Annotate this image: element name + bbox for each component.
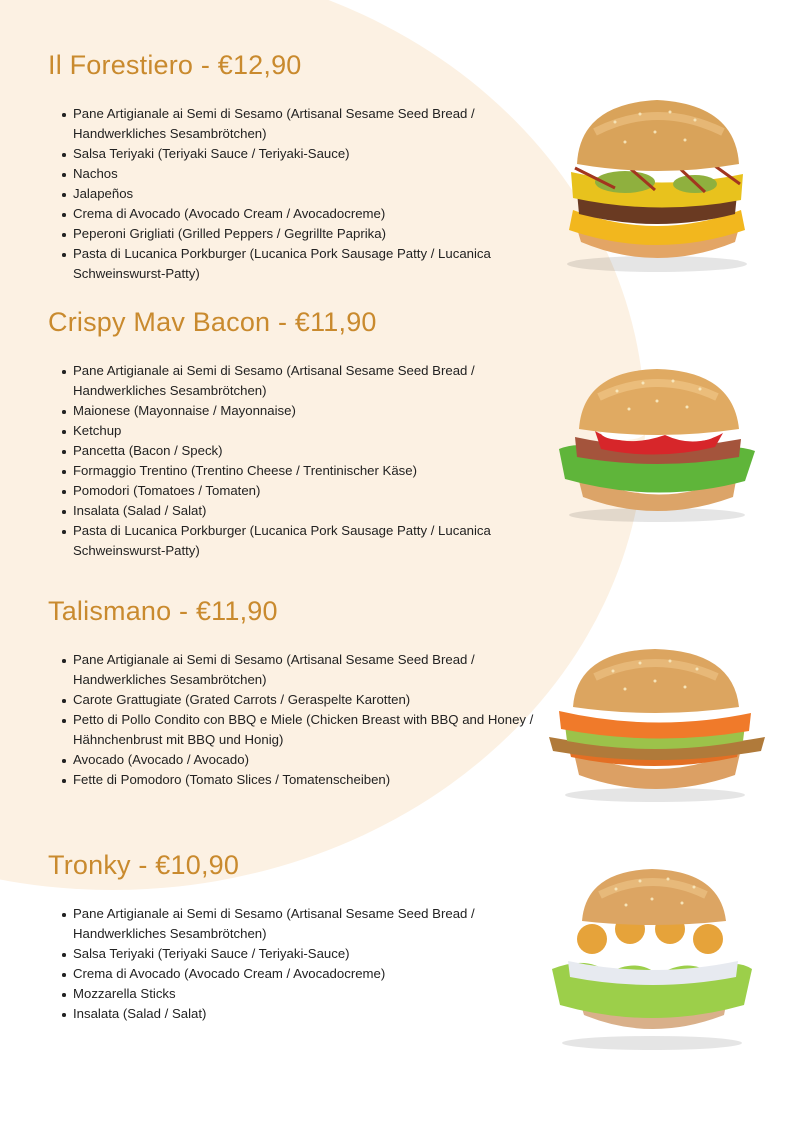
menu-item-talismano [48,596,548,790]
burger-title: Crispy Mav Bacon - €11,90 [48,307,377,337]
ingredient: Jalapeños [73,184,548,204]
ingredient: Crema di Avocado (Avocado Cream / Avocadocreme) [73,204,548,224]
ingredient: Pane Artigianale ai Semi di Sesamo (Artisanal Sesame Seed Bread / Handwerkliches Sesambrötchen) [73,361,548,401]
burger-image-tronky [548,865,756,1055]
burger-title: Talismano - €11,90 [48,596,278,626]
ingredient: Pane Artigianale ai Semi di Sesamo (Artisanal Sesame Seed Bread / Handwerkliches Sesambrötchen) [73,650,548,690]
ingredient: Maionese (Mayonnaise / Mayonnaise) [73,401,548,421]
ingredient: Formaggio Trentino (Trentino Cheese / Trentinischer Käse) [73,461,548,481]
menu-item-crispy-mav-bacon [48,307,548,561]
ingredient: Peperoni Grigliati (Grilled Peppers / Gegrillte Paprika) [73,224,548,244]
ingredient: Pancetta (Bacon / Speck) [73,441,548,461]
ingredient: Pane Artigianale ai Semi di Sesamo (Artisanal Sesame Seed Bread / Handwerkliches Sesambrötchen) [73,904,548,944]
ingredient: Pasta di Lucanica Porkburger (Lucanica Pork Sausage Patty / Lucanica Schweinswurst-Patty) [73,521,548,561]
ingredient: Fette di Pomodoro (Tomato Slices / Tomatenscheiben) [73,770,548,790]
ingredient: Petto di Pollo Condito con BBQ e Miele (Chicken Breast with BBQ and Honey / Hähnchenbrust mit BBQ und Honig) [73,710,548,750]
ingredient: Nachos [73,164,548,184]
ingredient: Pomodori (Tomatoes / Tomaten) [73,481,548,501]
menu-item-il-forestiero [48,50,548,284]
burger-title: Il Forestiero - €12,90 [48,50,302,80]
ingredient: Avocado (Avocado / Avocado) [73,750,548,770]
ingredient: Salsa Teriyaki (Teriyaki Sauce / Teriyaki-Sauce) [73,144,548,164]
menu-item-tronky [48,850,548,1024]
ingredient: Crema di Avocado (Avocado Cream / Avocadocreme) [73,964,548,984]
ingredient: Insalata (Salad / Salat) [73,1004,548,1024]
ingredient-list [48,904,548,1024]
ingredient-list [48,650,548,790]
ingredient: Ketchup [73,421,548,441]
ingredient: Pane Artigianale ai Semi di Sesamo (Artisanal Sesame Seed Bread / Handwerkliches Sesambrötchen) [73,104,548,144]
ingredient-list [48,361,548,561]
burger-image-il-forestiero [555,92,760,277]
ingredient: Mozzarella Sticks [73,984,548,1004]
burger-image-crispy-mav-bacon [555,365,760,525]
burger-image-talismano [545,645,767,805]
ingredient: Insalata (Salad / Salat) [73,501,548,521]
ingredient-list [48,104,548,284]
ingredient: Pasta di Lucanica Porkburger (Lucanica Pork Sausage Patty / Lucanica Schweinswurst-Patty) [73,244,548,284]
ingredient: Carote Grattugiate (Grated Carrots / Geraspelte Karotten) [73,690,548,710]
burger-title: Tronky - €10,90 [48,850,240,880]
ingredient: Salsa Teriyaki (Teriyaki Sauce / Teriyaki-Sauce) [73,944,548,964]
